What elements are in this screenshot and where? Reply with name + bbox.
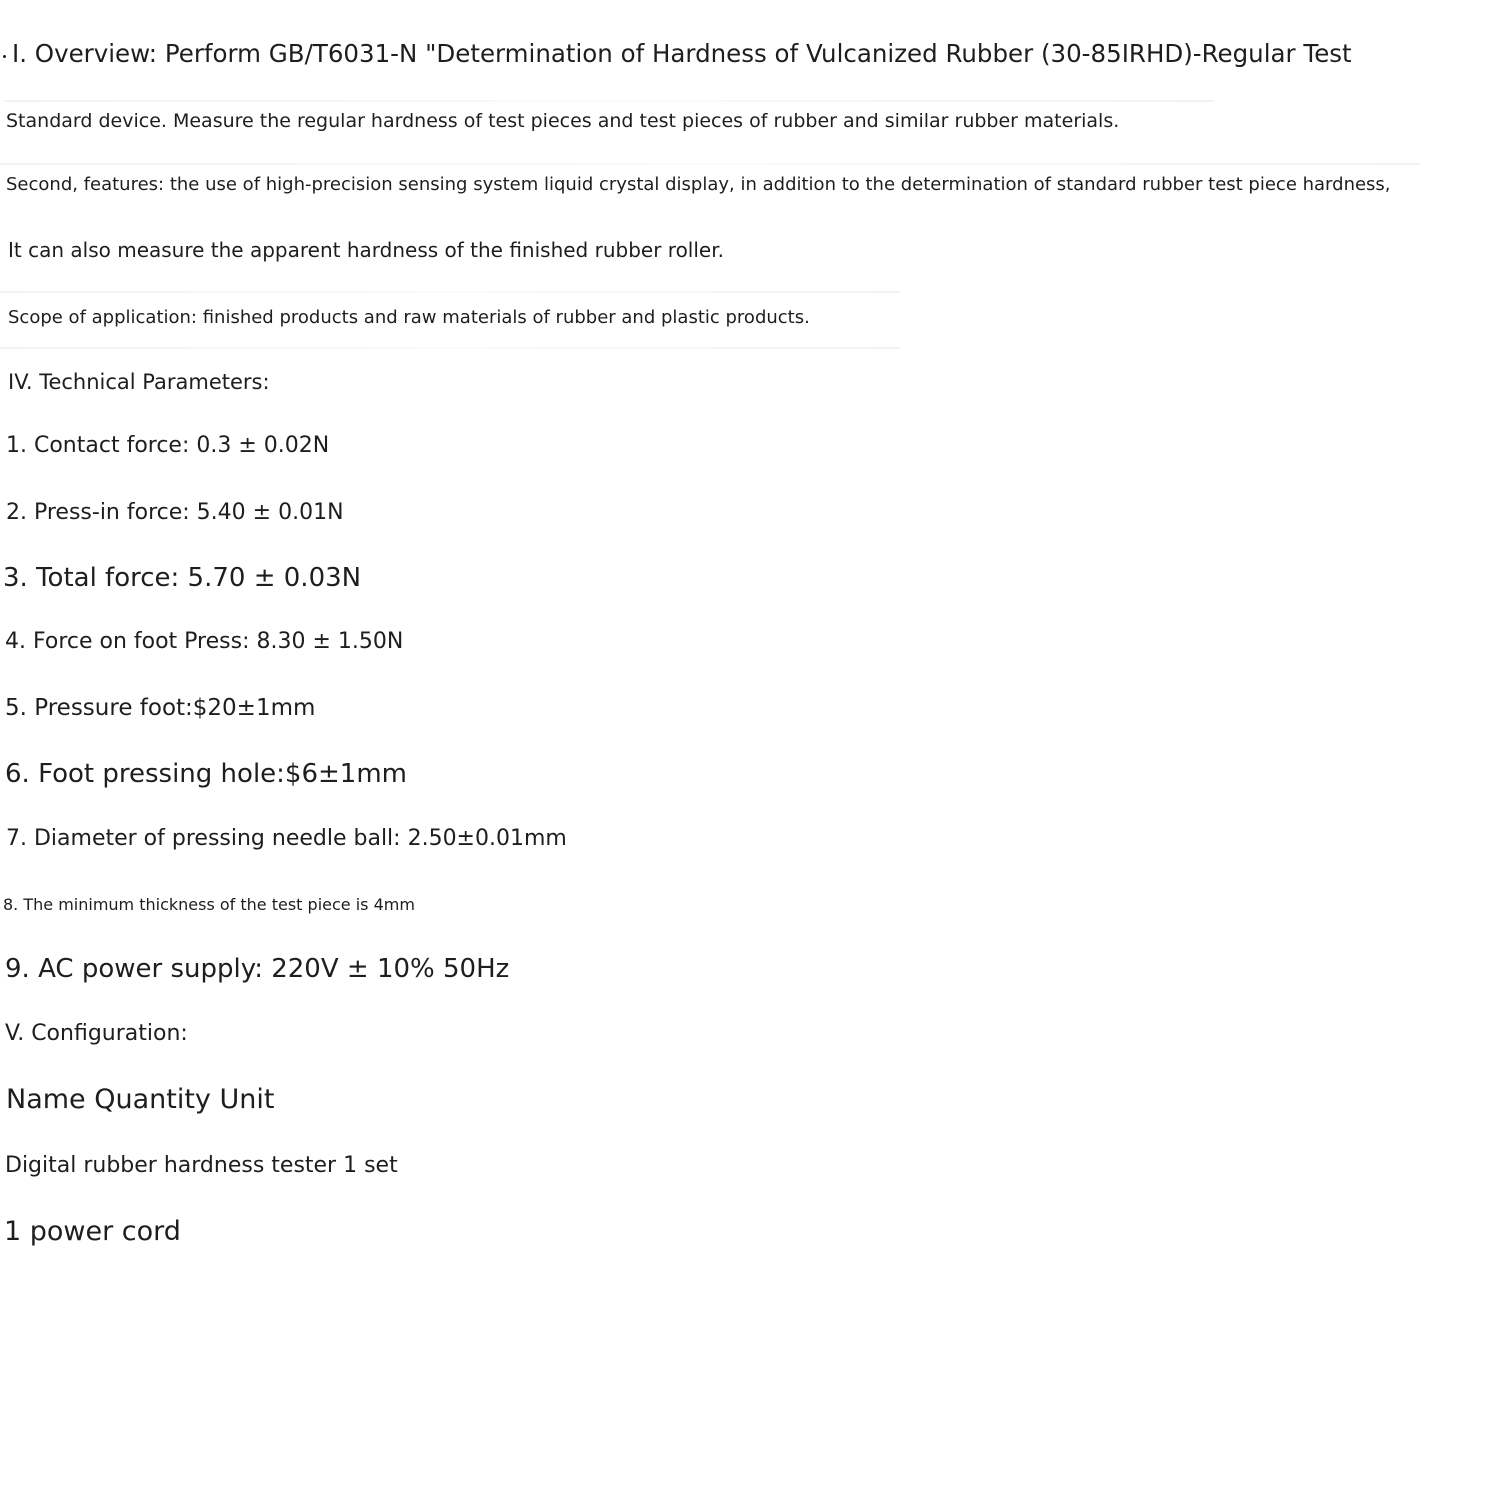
param-min-thickness: 8. The minimum thickness of the test piece is 4mm [3,895,415,914]
overview-heading: I. Overview: Perform GB/T6031-N "Determination of Hardness of Vulcanized Rubber (30-85IRHD)-Regular Test [12,39,1352,68]
param-needle-ball-diameter: 7. Diameter of pressing needle ball: 2.50±0.01mm [6,826,567,851]
configuration-row: Digital rubber hardness tester 1 set [5,1153,398,1178]
configuration-row: 1 power cord [4,1216,181,1247]
param-power-supply: 9. AC power supply: 220V ± 10% 50Hz [5,954,510,984]
configuration-heading: V. Configuration: [5,1021,188,1046]
scan-artifact [4,100,1214,102]
scope-of-application: Scope of application: finished products and raw materials of rubber and plastic products. [8,307,810,328]
features-line-2: It can also measure the apparent hardness of the finished rubber roller. [8,238,724,262]
param-foot-press-force: 4. Force on foot Press: 8.30 ± 1.50N [5,629,404,654]
standard-description: Standard device. Measure the regular hardness of test pieces and test pieces of rubber and similar rubber materials. [6,110,1120,132]
scan-artifact [0,347,900,349]
param-pressure-foot: 5. Pressure foot:$20±1mm [5,695,316,721]
features-line-1: Second, features: the use of high-precision sensing system liquid crystal display, in addition to the determination of standard rubber test piece hardness, [6,174,1391,195]
param-press-in-force: 2. Press-in force: 5.40 ± 0.01N [6,500,344,525]
param-contact-force: 1. Contact force: 0.3 ± 0.02N [6,433,330,458]
scan-artifact [0,291,900,293]
scan-artifact [0,163,1420,165]
bullet-dot [3,55,6,58]
param-total-force: 3. Total force: 5.70 ± 0.03N [3,563,362,593]
configuration-table-header: Name Quantity Unit [6,1084,275,1115]
param-foot-pressing-hole: 6. Foot pressing hole:$6±1mm [5,759,407,789]
technical-parameters-heading: IV. Technical Parameters: [8,370,270,394]
